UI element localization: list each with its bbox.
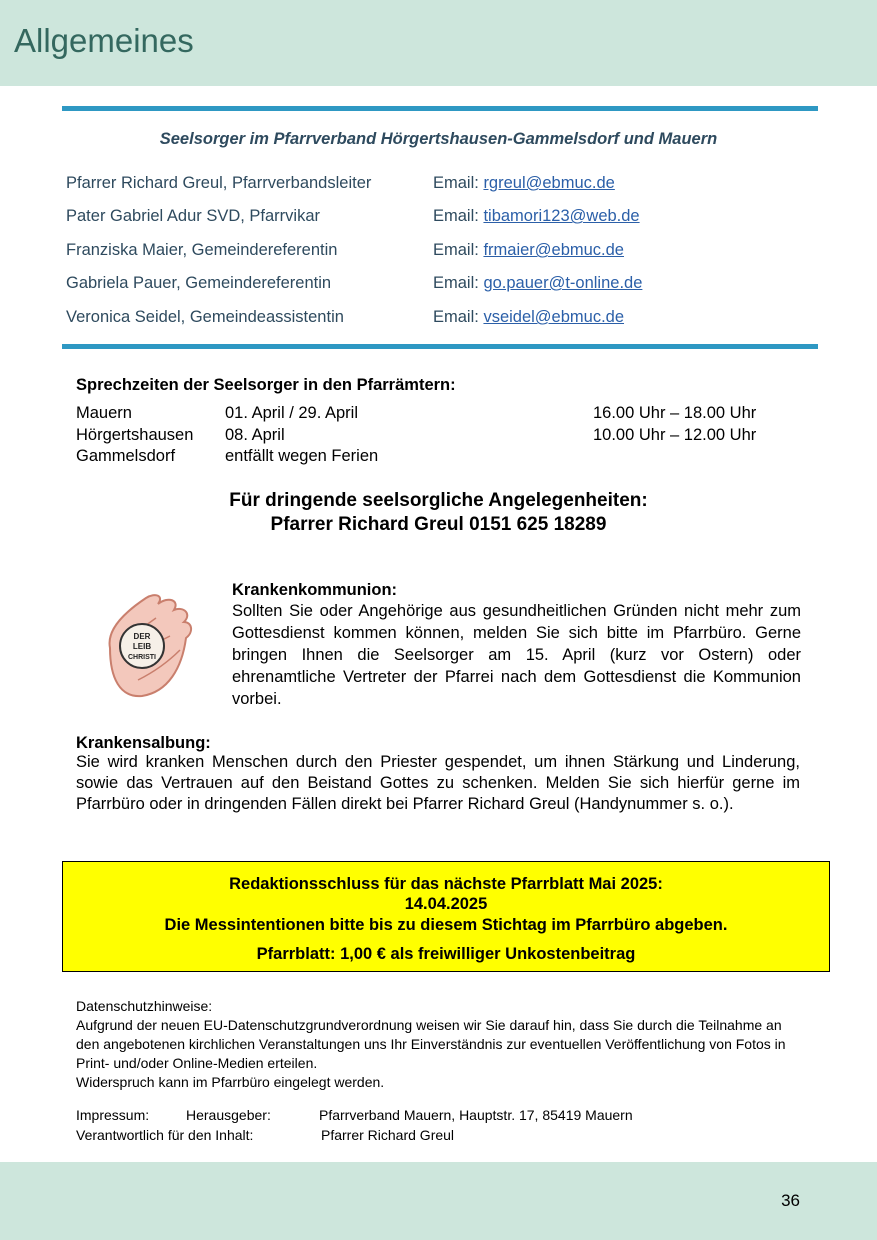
publisher-value: Pfarrverband Mauern, Hauptstr. 17, 85419 Mauern <box>319 1107 633 1123</box>
anointing-text: Sie wird kranken Menschen durch den Priester gespendet, um ihnen Stärkung und Linderung, sowie das Vertrauen auf den Beistand Gottes zu schenken. Melden Sie sich hierfür gerne im Pfarrbüro oder in dringenden Fällen direkt bei Pfarrer Richard Greul (Handynummer s. o.). <box>76 753 800 813</box>
section-title: Allgemeines <box>14 22 194 59</box>
publisher-label: Herausgeber: <box>186 1107 271 1123</box>
contacts-heading: Seelsorger im Pfarrverband Hörgertshausen-Gammelsdorf und Mauern <box>159 130 718 148</box>
office-hours-heading: Sprechzeiten der Seelsorger in den Pfarrämtern: <box>76 376 456 394</box>
page-footer-band <box>0 1162 877 1240</box>
svg-text:DER: DER <box>133 632 151 641</box>
urgent-heading: Für dringende seelsorgliche Angelegenheiten: <box>229 490 648 511</box>
hours-dates: entfällt wegen Ferien <box>225 447 379 465</box>
hours-dates: 08. April <box>225 426 285 444</box>
privacy-heading: Datenschutzhinweise: <box>76 998 213 1014</box>
contact-row <box>66 174 826 196</box>
imprint-row <box>76 1107 796 1126</box>
anointing-heading: Krankensalbung: <box>76 734 211 752</box>
deadline-date: 14.04.2025 <box>404 895 488 913</box>
deadline-notice-box <box>62 861 830 972</box>
top-divider <box>62 106 818 111</box>
hours-dates: 01. April / 29. April <box>225 404 358 422</box>
responsible-label: Verantwortlich für den Inhalt: <box>76 1127 254 1143</box>
contact-name: Gabriela Pauer, Gemeindereferentin <box>66 274 332 292</box>
page-number: 36 <box>781 1191 800 1210</box>
privacy-objection: Widerspruch kann im Pfarrbüro eingelegt werden. <box>76 1074 385 1090</box>
email-link[interactable]: frmaier@ebmuc.de <box>483 241 624 259</box>
hours-place: Gammelsdorf <box>76 447 176 465</box>
contact-row <box>66 308 826 330</box>
contact-row <box>66 241 826 263</box>
contact-email: Email: rgreul@ebmuc.de <box>433 174 615 192</box>
contact-email: Email: vseidel@ebmuc.de <box>433 308 625 326</box>
urgent-contact <box>0 489 877 537</box>
communion-text: Sollten Sie oder Angehörige aus gesundheitlichen Gründen nicht mehr zum Gottesdienst kommen können, melden Sie sich bitte im Pfarrbüro. Gerne bringen Ihnen die Seelsorger am 15. April (kurz vor Ostern) oder ehrenamtliche Vertreter der Pfarrei nach dem Gottesdienst die Kommunion vorbei. <box>232 602 801 708</box>
office-hours-row <box>76 447 796 469</box>
contact-email: Email: frmaier@ebmuc.de <box>433 241 624 259</box>
contact-name: Franziska Maier, Gemeindereferentin <box>66 241 338 259</box>
email-link[interactable]: vseidel@ebmuc.de <box>483 308 625 326</box>
contact-name: Pfarrer Richard Greul, Pfarrverbandsleiter <box>66 174 372 192</box>
contact-row <box>66 274 826 296</box>
contact-name: Veronica Seidel, Gemeindeassistentin <box>66 308 344 326</box>
hours-place: Hörgertshausen <box>76 426 194 444</box>
page-header-band <box>0 0 877 86</box>
hours-time: 10.00 Uhr – 12.00 Uhr <box>593 426 757 444</box>
contact-email: Email: go.pauer@t-online.de <box>433 274 643 292</box>
bottom-divider <box>62 344 818 349</box>
privacy-text: Aufgrund der neuen EU-Datenschutzgrundverordnung weisen wir Sie darauf hin, dass Sie durch die Teilnahme an den angebotenen kirchlichen Veranstaltungen uns Ihr Einverständnis zur eventuellen Veröffentlichung von Fotos in Print- und/oder Online-Medien erteilen. <box>76 1017 786 1071</box>
office-hours-row <box>76 404 796 426</box>
contact-email: Email: tibamori123@web.de <box>433 207 640 225</box>
imprint-row <box>76 1127 796 1146</box>
price-note: Pfarrblatt: 1,00 € als freiwilliger Unkostenbeitrag <box>256 945 636 963</box>
email-link[interactable]: rgreul@ebmuc.de <box>483 174 615 192</box>
imprint-label: Impressum: <box>76 1107 150 1123</box>
svg-text:LEIB: LEIB <box>132 642 152 651</box>
email-link[interactable]: tibamori123@web.de <box>483 207 640 225</box>
svg-text:CHRISTI: CHRISTI <box>128 654 156 661</box>
privacy-notice <box>76 997 796 1092</box>
hours-place: Mauern <box>76 404 132 422</box>
deadline-heading: Redaktionsschluss für das nächste Pfarrblatt Mai 2025: <box>229 875 663 893</box>
urgent-phone: Pfarrer Richard Greul 0151 625 18289 <box>270 514 607 535</box>
email-link[interactable]: go.pauer@t-online.de <box>483 274 643 292</box>
contact-row <box>66 207 826 229</box>
communion-hands-illustration <box>98 588 198 708</box>
mass-intentions-note: Die Messintentionen bitte bis zu diesem Stichtag im Pfarrbüro abgeben. <box>164 916 728 934</box>
responsible-value: Pfarrer Richard Greul <box>321 1127 455 1143</box>
contact-name: Pater Gabriel Adur SVD, Pfarrvikar <box>66 207 321 225</box>
communion-heading: Krankenkommunion: <box>232 581 398 599</box>
office-hours-row <box>76 426 796 448</box>
hours-time: 16.00 Uhr – 18.00 Uhr <box>593 404 757 422</box>
